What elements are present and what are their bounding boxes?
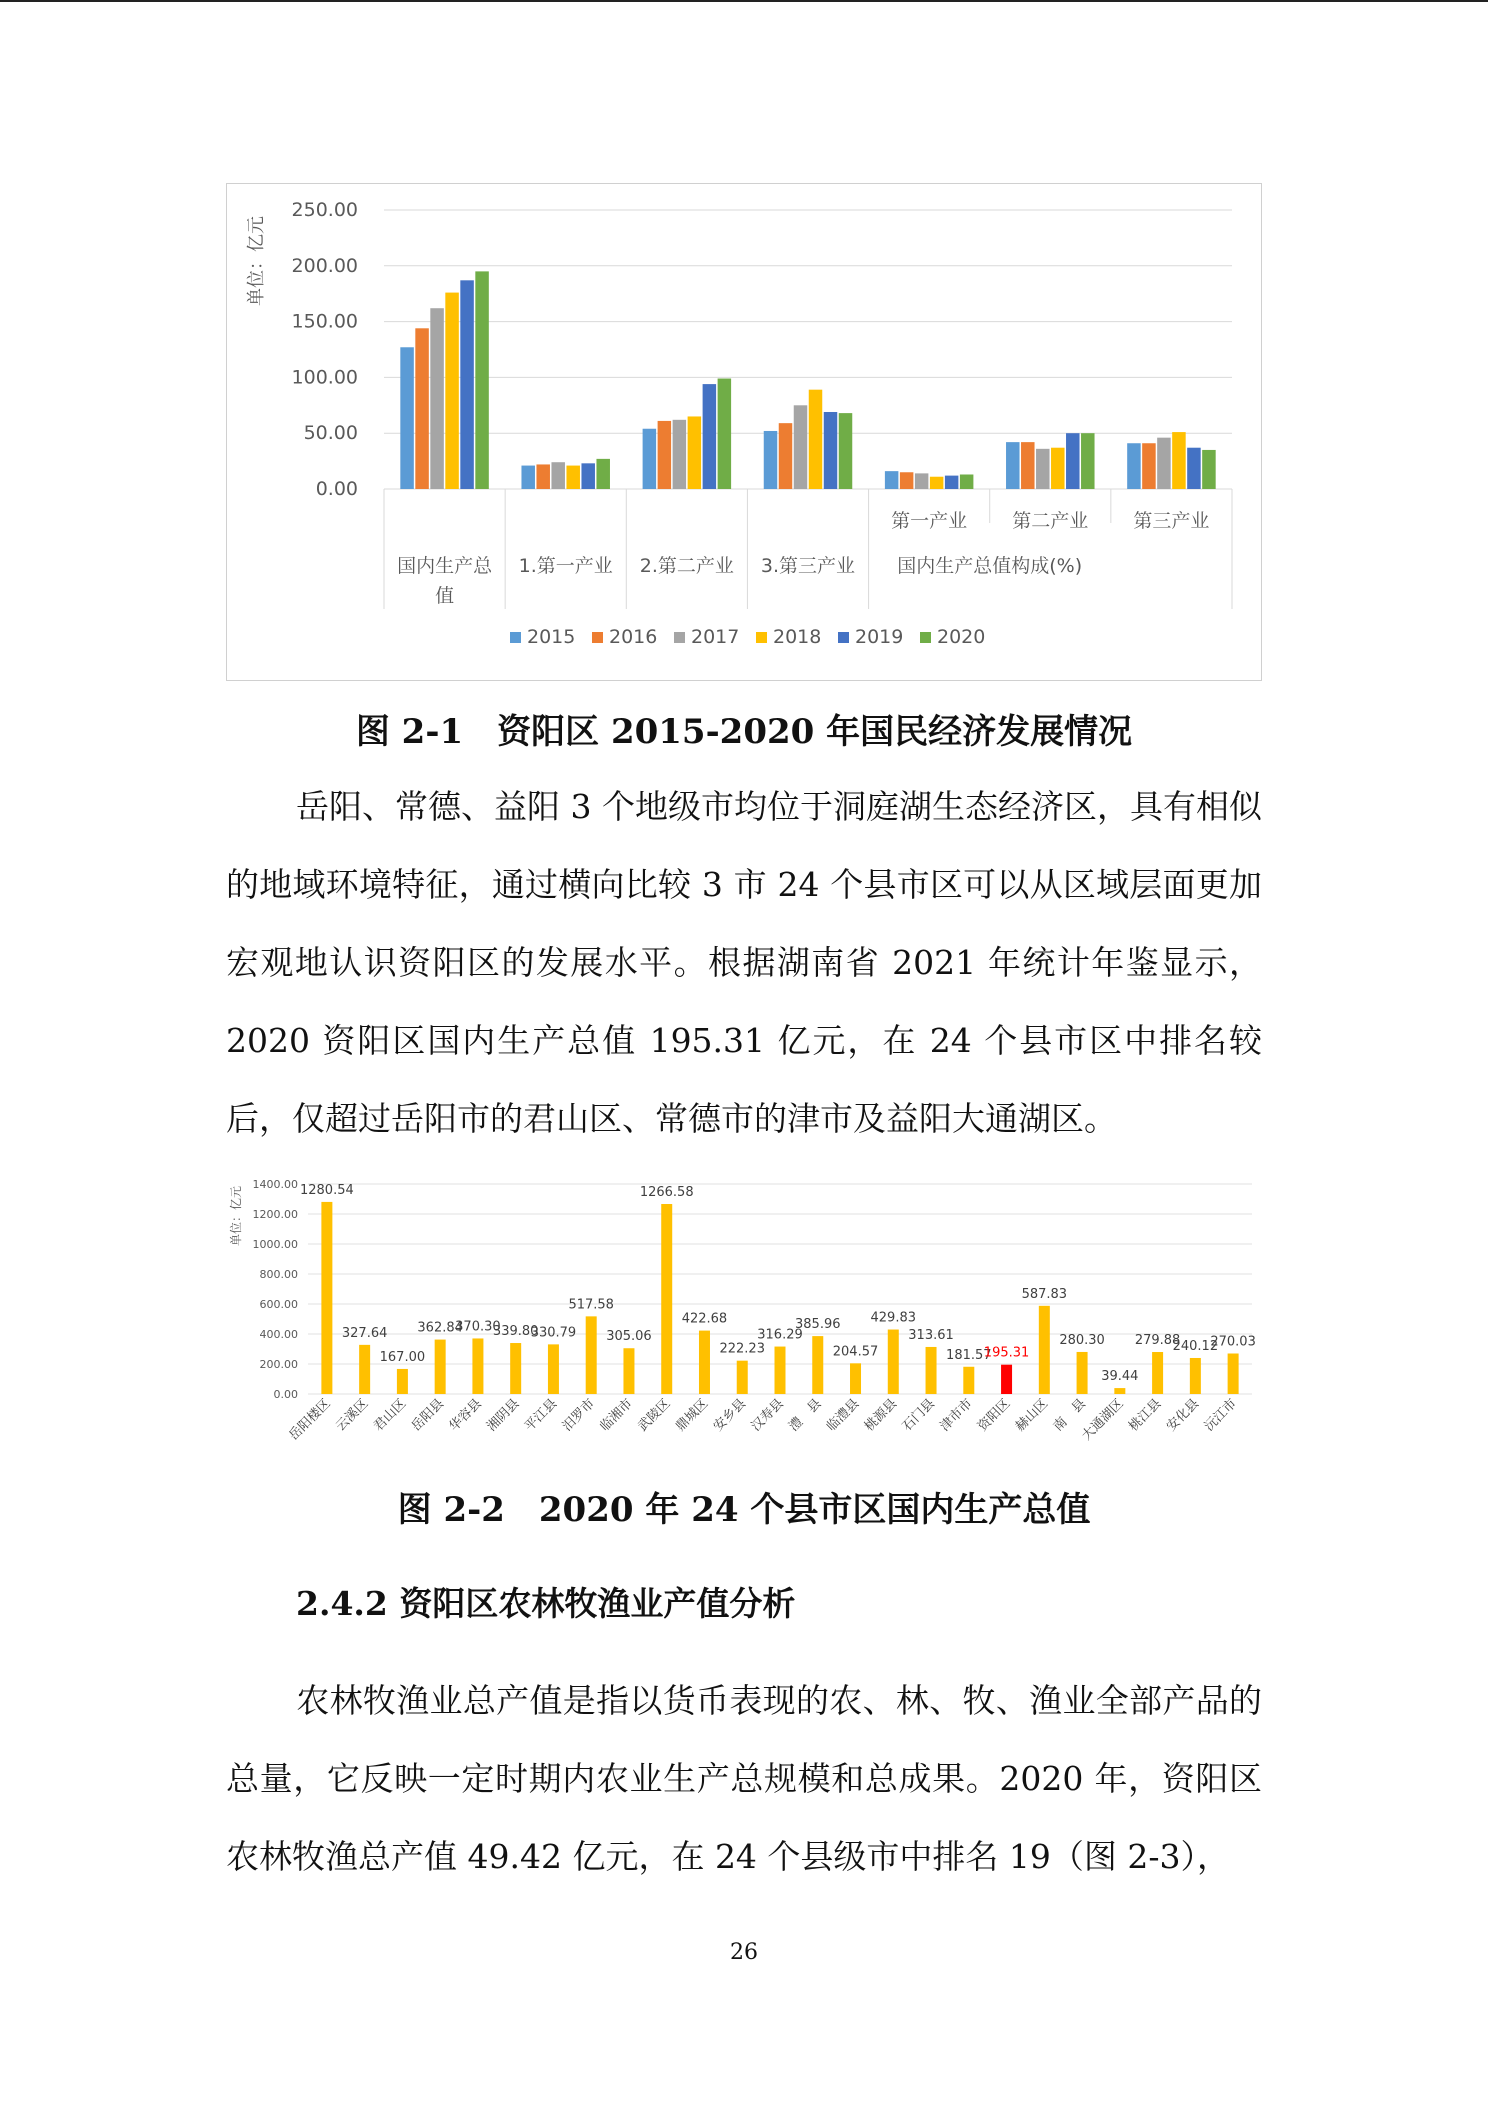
category-label: 安乡县 bbox=[710, 1396, 750, 1435]
category-label: 临湘市 bbox=[597, 1396, 636, 1435]
data-label: 167.00 bbox=[379, 1349, 426, 1365]
data-label: 305.06 bbox=[606, 1329, 652, 1345]
legend-swatch-2019 bbox=[838, 632, 849, 643]
bar-2015-2 bbox=[643, 429, 657, 489]
bar-2019-5 bbox=[1066, 433, 1080, 489]
data-label: 422.68 bbox=[681, 1311, 728, 1327]
bar-2020-0 bbox=[475, 271, 489, 489]
category-label: 岳阳县 bbox=[408, 1396, 447, 1435]
bar-2020-4 bbox=[960, 474, 974, 489]
category-label: 第二产业 bbox=[1012, 510, 1089, 532]
category-label: 第三产业 bbox=[1133, 510, 1210, 532]
bar-2015-5 bbox=[1006, 442, 1020, 489]
data-label: 1280.54 bbox=[299, 1182, 354, 1198]
bar-2017-6 bbox=[1157, 438, 1171, 489]
bar-2017-1 bbox=[551, 462, 565, 489]
category-label: 沅江市 bbox=[1201, 1396, 1240, 1435]
legend-swatch-2016 bbox=[592, 632, 603, 643]
bar-2019-1 bbox=[581, 463, 595, 489]
data-label: 370.30 bbox=[455, 1319, 501, 1335]
category-label: 安化县 bbox=[1163, 1396, 1203, 1435]
legend-label-2018: 2018 bbox=[773, 626, 822, 648]
category-label: 国内生产总 bbox=[397, 555, 493, 577]
data-label: 279.88 bbox=[1134, 1333, 1181, 1349]
bar-2018-5 bbox=[1051, 448, 1065, 489]
bar-16 bbox=[926, 1347, 937, 1394]
bar-20 bbox=[1077, 1352, 1088, 1394]
bar-7 bbox=[586, 1316, 597, 1394]
bar-2018-6 bbox=[1172, 432, 1186, 489]
bar-2019-0 bbox=[460, 280, 474, 489]
y-tick-label: 1400.00 bbox=[252, 1178, 298, 1191]
bar-2017-3 bbox=[794, 405, 808, 489]
bar-2015-3 bbox=[764, 431, 778, 489]
data-label: 517.58 bbox=[568, 1297, 614, 1313]
y-tick-label: 200.00 bbox=[291, 254, 358, 277]
legend-label-2017: 2017 bbox=[691, 626, 740, 648]
y-tick-label: 1200.00 bbox=[252, 1208, 298, 1221]
category-label: 湘阴县 bbox=[484, 1396, 523, 1435]
bar-2015-1 bbox=[521, 466, 535, 489]
bar-12 bbox=[775, 1347, 786, 1394]
legend-label-2020: 2020 bbox=[937, 626, 986, 648]
bar-17 bbox=[963, 1367, 974, 1394]
category-label: 鼎城区 bbox=[673, 1396, 712, 1435]
data-label: 270.03 bbox=[1210, 1334, 1256, 1350]
bar-22 bbox=[1152, 1352, 1163, 1394]
category-label: 临澧县 bbox=[824, 1396, 863, 1435]
bar-2019-3 bbox=[824, 412, 838, 489]
bar-2017-4 bbox=[915, 473, 929, 489]
legend-label-2019: 2019 bbox=[855, 626, 904, 648]
category-label: 津市市 bbox=[937, 1396, 976, 1435]
bar-21 bbox=[1114, 1388, 1125, 1394]
category-label: 平江县 bbox=[522, 1396, 561, 1435]
category-label: 澧 县 bbox=[786, 1396, 825, 1435]
bar-14 bbox=[850, 1363, 861, 1394]
category-label: 汉寿县 bbox=[748, 1396, 787, 1435]
figure-2-2 bbox=[226, 1172, 1266, 1450]
data-label: 429.83 bbox=[870, 1310, 917, 1326]
y-tick-label: 800.00 bbox=[259, 1268, 298, 1281]
data-label: 280.30 bbox=[1059, 1332, 1105, 1348]
page-top-rule bbox=[0, 0, 1488, 2]
paragraph-2-text: 农林牧渔业总产值是指以货币表现的农、林、牧、渔业全部产品的总量，它反映一定时期内农业生产总规模和总成果。2020 年，资阳区农林牧渔总产值 49.42 亿元，在 24 个县级市中排名 19（图 2-3）， bbox=[226, 1681, 1262, 1876]
bar-10 bbox=[699, 1331, 710, 1394]
y-tick-label: 0.00 bbox=[273, 1388, 298, 1401]
legend-swatch-2020 bbox=[920, 632, 931, 643]
data-label: 195.31 bbox=[983, 1345, 1030, 1361]
data-label: 339.80 bbox=[492, 1324, 539, 1340]
y-axis-label: 单位：亿元 bbox=[229, 1185, 243, 1247]
bar-6 bbox=[548, 1344, 559, 1394]
legend-swatch-2018 bbox=[756, 632, 767, 643]
bar-2016-3 bbox=[779, 423, 793, 489]
bar-2017-5 bbox=[1036, 449, 1050, 489]
bar-2018-2 bbox=[688, 416, 702, 489]
page-number: 26 bbox=[730, 1940, 758, 1965]
bar-2018-1 bbox=[566, 466, 580, 489]
y-axis-label: 单位：亿元 bbox=[246, 216, 267, 306]
figure-2-1 bbox=[226, 183, 1262, 681]
category-label: 值 bbox=[435, 585, 455, 607]
y-tick-label: 250.00 bbox=[291, 199, 358, 221]
bar-2020-5 bbox=[1081, 433, 1095, 489]
category-label: 资阳区 bbox=[975, 1396, 1014, 1435]
bar-19 bbox=[1039, 1306, 1050, 1394]
data-label: 1266.58 bbox=[639, 1185, 694, 1201]
data-label: 587.83 bbox=[1021, 1286, 1068, 1302]
data-label: 39.44 bbox=[1101, 1369, 1139, 1385]
bar-2015-4 bbox=[885, 471, 899, 489]
data-label: 181.57 bbox=[946, 1347, 992, 1363]
category-label: 桃江县 bbox=[1126, 1396, 1165, 1435]
category-label: 赫山区 bbox=[1012, 1396, 1052, 1435]
category-label: 1.第一产业 bbox=[518, 555, 613, 577]
legend-swatch-2017 bbox=[674, 632, 685, 643]
paragraph-1-text: 岳阳、常德、益阳 3 个地级市均位于洞庭湖生态经济区，具有相似的地域环境特征，通过横向比较 3 市 24 个县市区可以从区域层面更加宏观地认识资阳区的发展水平。根据湖南省 2021 年统计年鉴显示，2020 资阳区国内生产总值 195.31 亿元，在 24 个县市区中排名较后，仅超过岳阳市的君山区、常德市的津市及益阳大通湖区。 bbox=[226, 787, 1262, 1138]
bar-15 bbox=[888, 1330, 899, 1394]
category-group-label: 国内生产总值构成(%) bbox=[897, 555, 1083, 577]
chart-frame bbox=[227, 184, 1262, 681]
gdp-composition-chart bbox=[226, 183, 1262, 681]
bar-2015-6 bbox=[1127, 443, 1141, 489]
paragraph-2 bbox=[226, 1662, 1262, 1896]
bar-2016-5 bbox=[1021, 442, 1034, 489]
legend-label-2016: 2016 bbox=[609, 626, 658, 648]
data-label: 385.96 bbox=[795, 1317, 841, 1333]
bar-2018-0 bbox=[445, 293, 459, 489]
category-label: 2.第二产业 bbox=[639, 555, 734, 577]
category-label: 大通湖区 bbox=[1079, 1396, 1127, 1444]
data-label: 327.64 bbox=[341, 1325, 388, 1341]
y-tick-label: 50.00 bbox=[303, 422, 358, 445]
category-label: 桃源县 bbox=[861, 1396, 901, 1435]
category-label: 华容县 bbox=[446, 1396, 485, 1435]
bar-2017-2 bbox=[673, 420, 687, 489]
category-label: 云溪区 bbox=[333, 1396, 372, 1435]
bar-2018-3 bbox=[809, 390, 823, 489]
bar-5 bbox=[510, 1343, 521, 1394]
bar-1 bbox=[359, 1345, 370, 1394]
bar-2019-4 bbox=[945, 476, 959, 489]
bar-2019-6 bbox=[1187, 448, 1201, 489]
y-tick-label: 0.00 bbox=[315, 478, 358, 500]
y-tick-label: 150.00 bbox=[291, 310, 358, 333]
data-label: 240.12 bbox=[1172, 1338, 1219, 1354]
category-label: 武陵区 bbox=[635, 1396, 674, 1435]
category-label: 南 县 bbox=[1050, 1396, 1089, 1435]
bar-8 bbox=[623, 1348, 634, 1394]
category-label: 岳阳楼区 bbox=[286, 1396, 334, 1444]
figure-2-2-caption: 图 2-2 2020 年 24 个县市区国内生产总值 bbox=[397, 1490, 1091, 1530]
bar-2018-4 bbox=[930, 477, 944, 489]
category-label: 汨罗市 bbox=[559, 1396, 599, 1435]
bar-2020-2 bbox=[718, 379, 732, 489]
bar-4 bbox=[472, 1338, 483, 1394]
bar-2020-6 bbox=[1202, 450, 1216, 489]
bar-2015-0 bbox=[400, 347, 414, 489]
paragraph-1 bbox=[226, 768, 1262, 1158]
legend-label-2015: 2015 bbox=[527, 626, 576, 648]
category-label: 君山区 bbox=[371, 1396, 410, 1435]
y-tick-label: 100.00 bbox=[291, 366, 358, 389]
data-label: 204.57 bbox=[832, 1344, 879, 1360]
data-label: 316.29 bbox=[757, 1327, 803, 1343]
y-tick-label: 600.00 bbox=[259, 1298, 298, 1311]
category-label: 石门县 bbox=[899, 1396, 938, 1435]
category-label: 第一产业 bbox=[891, 510, 968, 532]
y-tick-label: 200.00 bbox=[259, 1358, 298, 1371]
data-label: 313.61 bbox=[908, 1327, 954, 1343]
bar-2020-3 bbox=[839, 413, 853, 489]
bar-13 bbox=[812, 1336, 823, 1394]
y-tick-label: 1000.00 bbox=[252, 1238, 298, 1251]
bar-24 bbox=[1228, 1353, 1239, 1394]
legend-swatch-2015 bbox=[510, 632, 521, 643]
section-heading: 2.4.2 资阳区农林牧渔业产值分析 bbox=[296, 1584, 796, 1623]
bar-2016-4 bbox=[900, 472, 914, 489]
bar-2020-1 bbox=[596, 459, 610, 489]
bar-2016-2 bbox=[658, 421, 672, 489]
bar-0 bbox=[321, 1202, 332, 1394]
category-label: 3.第三产业 bbox=[760, 555, 856, 577]
bar-2016-1 bbox=[536, 464, 550, 489]
bar-11 bbox=[737, 1361, 748, 1394]
bar-2016-0 bbox=[415, 328, 429, 489]
county-gdp-chart bbox=[226, 1172, 1266, 1450]
figure-2-1-caption: 图 2-1 资阳区 2015-2020 年国民经济发展情况 bbox=[355, 712, 1133, 752]
bar-3 bbox=[435, 1340, 446, 1394]
data-label: 222.23 bbox=[719, 1341, 765, 1357]
y-tick-label: 400.00 bbox=[259, 1328, 298, 1341]
bar-18 bbox=[1001, 1365, 1012, 1394]
bar-2016-6 bbox=[1142, 443, 1156, 489]
bar-2019-2 bbox=[703, 384, 717, 489]
bar-9 bbox=[661, 1204, 672, 1394]
bar-2017-0 bbox=[430, 308, 444, 489]
bar-2 bbox=[397, 1369, 408, 1394]
bar-23 bbox=[1190, 1358, 1201, 1394]
data-label: 330.79 bbox=[530, 1325, 577, 1341]
data-label: 362.84 bbox=[417, 1320, 463, 1336]
